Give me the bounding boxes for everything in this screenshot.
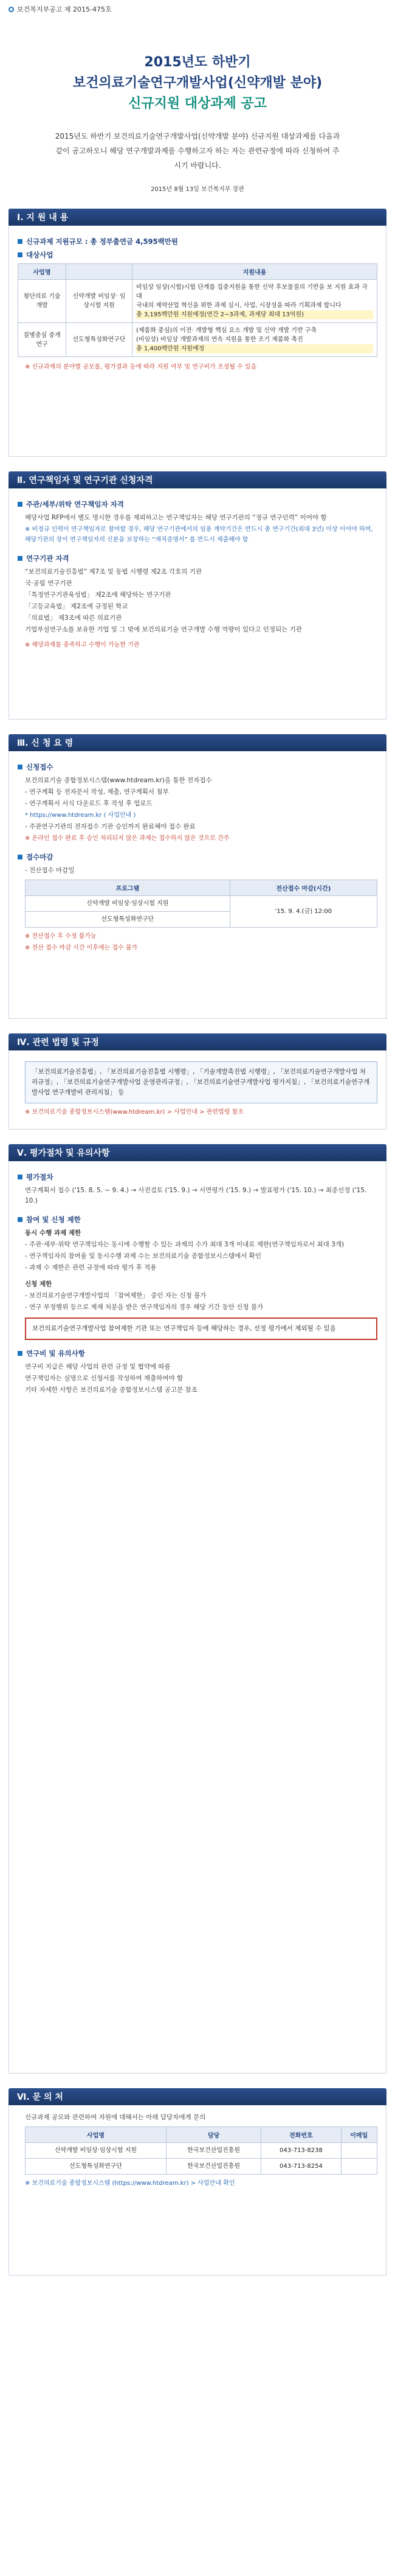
square-bullet-icon: [18, 1175, 22, 1179]
list-item: 「고등교육법」 제2조에 규정된 학교: [25, 603, 128, 610]
issue-date: 2015년 8월 13일 보건복지부 장관: [151, 186, 244, 193]
list-item: 「의료법」 제3조에 따른 의료기관: [25, 614, 122, 622]
paragraph: ※ 비정규 인력이 연구책임자로 참여할 경우, 해당 연구기관에서의 임용 계약기간은 반드시 총 연구기간(최대 3년) 이상 이어야 하며, 해당기관의 장이 연구책임자의 신분을 보장하는 “재직증명서” 를 반드시 제출해야 함: [25, 526, 373, 543]
paragraph: - 과제 수 제한은 관련 규정에 따라 평가 후 적용: [25, 1264, 157, 1271]
paragraph: 신청 제한: [25, 1280, 52, 1288]
law-list: 「보건의료기술진흥법」, 「보건의료기술진흥법 시행령」, 「기술개발촉진법 시행령」, 「보건의료기술연구개발사업 처리규정」, 「보건의료기술연구개발사업 운영관리규정」, 「보건의료기술연구개발사업 평가지침」, 「보건의료기술연구개발사업 연구개발비 관리지침」 등: [25, 1061, 377, 1103]
cell: 신약개발 비임상· 임상시험 지원: [66, 280, 132, 323]
list-item: 기업부설연구소를 보유한 기업 및 그 밖에 보건의료기술 연구개발 수행 역량이 있다고 인정되는 기관: [25, 626, 302, 633]
cell: 비임상 임상(시험)시험 단계를 집중지원을 통한 신약 후보물질의 기반을 보 지원 효과 극대 국내의 제약산업 혁신을 위한 과제 실시, 사업, 시장성을 따라 기획과제 합니다 총 3,195백만원 지원예정(연간 2~3과제, 과제당 최대 13억원): [132, 280, 377, 323]
section-3-title: Ⅲ. 신 청 요 령: [9, 734, 386, 751]
section-1: [0, 209, 395, 457]
notice-number: 보건복지부공고 제 2015-475호: [17, 5, 112, 13]
headline-program: 보건의료기술연구개발사업(신약개발 분야): [72, 75, 323, 91]
section-3: Ⅲ. 신 청 요 령 신청접수 보건의료기술 종합정보시스템(www.htdream.kr)을 통한 전자접수 - 연구계획 등 전자문서 작성, 제출, 연구계획서 첨부 - 연구계획서 서식 다운로드 후 작성 후 업로드 * https://www.htdream.kr ( 사업안내 ) - 주관연구기관의 전자접수 기관 승인까지 완료해야 접수 완료 ※ 온라인 접수 완료 후 승인 처리되지 않은 과제는 접수하지 않은 것으로 간주 접수마감 - 전산접수 마감일 프로그램 전산접수 마감(시간) 신약개발 비임상·임상시험 지원 '15. 9. 4.(금) 12:00 선도형특성화연구단 ※ 전산접수 후 수정 불가능 ※ 전산 접수 마감 시간 이후에는 접수 불가: [0, 734, 395, 1019]
note: ※ 보건의료기술 종합정보시스템 (https://www.htdream.kr) > 사업안내 확인: [25, 2180, 235, 2187]
square-bullet-icon: [18, 765, 22, 769]
cell: 선도형특성화연구단: [66, 323, 132, 357]
square-bullet-icon: [18, 556, 22, 561]
paragraph: 기타 자세한 사항은 보건의료기술 종합정보시스템 공고문 참조: [25, 1386, 197, 1394]
square-bullet-icon: [18, 252, 22, 257]
section-2-title: Ⅱ. 연구책임자 및 연구기관 신청자격: [9, 471, 386, 488]
intro-text: 2015년도 하반기 보건의료기술연구개발사업(신약개발 분야) 신규지원 대상과제를 다음과 같이 공고하오니 해당 연구개발과제를 수행하고자 하는 자는 관련규정에 따라 신청하여 주시기 바랍니다.: [55, 132, 340, 170]
link-text[interactable]: * https://www.htdream.kr ( 사업안내 ): [25, 812, 136, 819]
deadline-table: 프로그램 전산접수 마감(시간) 신약개발 비임상·임상시험 지원 '15. 9. 4.(금) 12:00 선도형특성화연구단: [25, 880, 377, 928]
paragraph: 동시 수행 과제 제한: [25, 1229, 81, 1237]
section-6-title: Ⅵ. 문 의 처: [9, 2088, 386, 2105]
paragraph: - 연구 부정행위 등으로 제재 처분을 받은 연구책임자의 경우 해당 기간 동안 신청 불가: [25, 1304, 264, 1311]
section-4-title: Ⅳ. 관련 법령 및 규정: [9, 1033, 386, 1050]
paragraph: - 연구책임자의 참여율 및 동시수행 과제 수는 보건의료기술 종합정보시스템에서 확인: [25, 1252, 261, 1260]
program-table: 사업명 지원내용 첨단의료 기술개발 신약개발 비임상· 임상시험 지원 비임상 임상(시험)시험 단계를 집중지원을 통한 신약 후보물질의 기반을 보 지원 효과 극대 국내의 제약산업 혁신을 위한 과제 실시, 사업, 시장성을 따라 기획과제 합니다 총 3,195백만원 지원예정(연간 2~3과제, 과제당 최대 13억원) 질병중심 중개연구 선도형특성화연구단 (제품화 중심)의 이전· 개발형 핵심 요소 개발 및 신약 개발 기반 구축 (비임상) 비임상 개발과제의 연속 지원을 통한 조기 제품화 촉진 총 1,400백만원 지원예정: [18, 263, 377, 357]
paragraph: - 연구계획 등 전자문서 작성, 제출, 연구계획서 첨부: [25, 788, 169, 796]
top-bar: [0, 0, 395, 18]
note: ※ 전산 접수 마감 시간 이후에는 접수 불가: [25, 945, 138, 951]
note: ※ 해당과제를 충족하고 수행이 가능한 기관: [25, 642, 140, 648]
paragraph: 연구책임자는 실명으로 신청서를 작성하여 제출하여야 함: [25, 1375, 184, 1382]
paragraph: 신규과제 공모와 관련하여 자원에 대해서는 아래 담당자에게 문의: [25, 2114, 206, 2121]
section-6: [0, 2088, 395, 2276]
note: ※ 전산접수 후 수정 불가능: [25, 933, 97, 940]
paragraph: 보건의료기술 종합정보시스템(www.htdream.kr)을 통한 전자접수: [25, 777, 212, 784]
headline-year: 2015년도 하반기: [144, 55, 251, 70]
subheading: 대상사업: [18, 250, 377, 260]
masthead: [0, 18, 395, 113]
note: ※ 온라인 접수 완료 후 승인 처리되지 않은 과제는 접수하지 않은 것으로 간주: [25, 835, 230, 842]
paragraph: - 보건의료기술연구개발사업의 「참여제한」 중인 자는 신청 불가: [25, 1292, 207, 1299]
list-item: 국·공립 연구기관: [25, 580, 72, 587]
paragraph: - 연구계획서 서식 다운로드 후 작성 후 업로드: [25, 800, 153, 807]
square-bullet-icon: [18, 502, 22, 507]
paragraph: - 전산접수 마감일: [25, 867, 75, 874]
section-5: Ⅴ. 평가절차 및 유의사항 평가절차 연구계획서 접수 ('15. 8. 5. ~ 9. 4.) → 사전검토 ('15. 9.) → 서면평가 ('15. 9.) → 발표평가 ('15. 10.) → 최종선정 ('15. 10.) 참여 및 신청 제한 동시 수행 과제 제한 - 주관·세부·위탁 연구책임자는 동시에 수행할 수 있는 과제의 수가 최대 3개 이내로 제한(연구책임자로서 최대 3개) - 연구책임자의 참여율 및 동시수행 과제 수는 보건의료기술 종합정보시스템에서 확인 - 과제 수 제한은 관련 규정에 따라 평가 후 적용 신청 제한 - 보건의료기술연구개발사업의 「참여제한」 중인 자는 신청 불가 - 연구 부정행위 등으로 제재 처분을 받은 연구책임자의 경우 해당 기간 동안 신청 불가 보건의료기술연구개발사업 참여제한 기관 또는 연구책임자 등에 해당하는 경우, 선정 평가에서 제외될 수 있음 연구비 및 유의사항 연구비 지급은 해당 사업의 관련 규정 및 협약에 따름 연구책임자는 실명으로 신청서를 작성하여 제출하여야 함 기타 자세한 사항은 보건의료기술 종합정보시스템 공고문 참조: [0, 1144, 395, 2074]
paragraph: 연구계획서 접수 ('15. 8. 5. ~ 9. 4.) → 사전검토 ('15. 9.) → 서면평가 ('15. 9.) → 발표평가 ('15. 10.) → 최종선정 ('15. 10.): [25, 1187, 367, 1204]
square-bullet-icon: [18, 239, 22, 244]
headline-subject: 신규지원 대상과제 공고: [128, 96, 267, 111]
warning-box: 보건의료기술연구개발사업 참여제한 기관 또는 연구책임자 등에 해당하는 경우, 선정 평가에서 제외될 수 있음: [25, 1318, 377, 1340]
cell: (제품화 중심)의 이전· 개발형 핵심 요소 개발 및 신약 개발 기반 구축 (비임상) 비임상 개발과제의 연속 지원을 통한 조기 제품화 촉진 총 1,400백만원 지원예정: [132, 323, 377, 357]
contact-table: 사업명 담당 전화번호 이메일 신약개발 비임상·임상시험 지원 한국보건산업진흥원 043-713-8238 선도형특성화연구단 한국보건산업진흥원 043-713-8254: [25, 2126, 377, 2175]
cell: 질병중심 중개연구: [18, 323, 66, 357]
paragraph: 해당사업 RFP에서 별도 명시한 경우를 제외하고는 연구책임자는 해당 연구기관의 “정규 연구인력” 이어야 함: [25, 514, 327, 521]
paragraph: - 주관연구기관의 전자접수 기관 승인까지 완료해야 접수 완료: [25, 823, 196, 830]
square-bullet-icon: [18, 1351, 22, 1356]
section-2: Ⅱ. 연구책임자 및 연구기관 신청자격 주관/세부/위탁 연구책임자 자격 해당사업 RFP에서 별도 명시한 경우를 제외하고는 연구책임자는 해당 연구기관의 “정규 연구인력” 이어야 함 ※ 비정규 인력이 연구책임자로 참여할 경우, 해당 연구기관에서의 임용 계약기간은 반드시 총 연구기간(최대 3년) 이상 이어야 하며, 해당기관의 장이 연구책임자의 신분을 보장하는 “재직증명서” 를 반드시 제출해야 함 연구기관 자격 “보건의료기술진흥법” 제7조 및 동법 시행령 제2조 각호의 기관 국·공립 연구기관 「특정연구기관육성법」 제2조에 해당하는 연구기관 「고등교육법」 제2조에 규정된 학교 「의료법」 제3조에 따른 의료기관 기업부설연구소를 보유한 기업 및 그 밖에 보건의료기술 연구개발 수행 역량이 있다고 인정되는 기관 ※ 해당과제를 충족하고 수행이 가능한 기관: [0, 471, 395, 720]
square-bullet-icon: [18, 855, 22, 859]
section-5-title: Ⅴ. 평가절차 및 유의사항: [9, 1144, 386, 1161]
note: ※ 신규과제의 분야별 공모를, 평가결과 등에 따라 지원 여부 및 연구비가 조정될 수 있음: [25, 364, 257, 370]
circle-bullet-icon: [9, 7, 14, 12]
section-4: [0, 1033, 395, 1130]
section-1-title: Ⅰ. 지 원 내 용: [9, 209, 386, 226]
cell: 첨단의료 기술개발: [18, 280, 66, 323]
list-item: 「특정연구기관육성법」 제2조에 해당하는 연구기관: [25, 591, 171, 599]
square-bullet-icon: [18, 1217, 22, 1222]
subheading: 신규과제 지원규모 : 총 정부출연금 4,595백만원: [18, 237, 377, 246]
paragraph: 연구비 지급은 해당 사업의 관련 규정 및 협약에 따름: [25, 1363, 171, 1370]
list-item: “보건의료기술진흥법” 제7조 및 동법 시행령 제2조 각호의 기관: [25, 568, 202, 575]
note: ※ 보건의료기술 종합정보시스템(www.htdream.kr) > 사업안내 > 관련법령 참조: [25, 1109, 244, 1116]
paragraph: - 주관·세부·위탁 연구책임자는 동시에 수행할 수 있는 과제의 수가 최대 3개 이내로 제한(연구책임자로서 최대 3개): [25, 1241, 345, 1248]
